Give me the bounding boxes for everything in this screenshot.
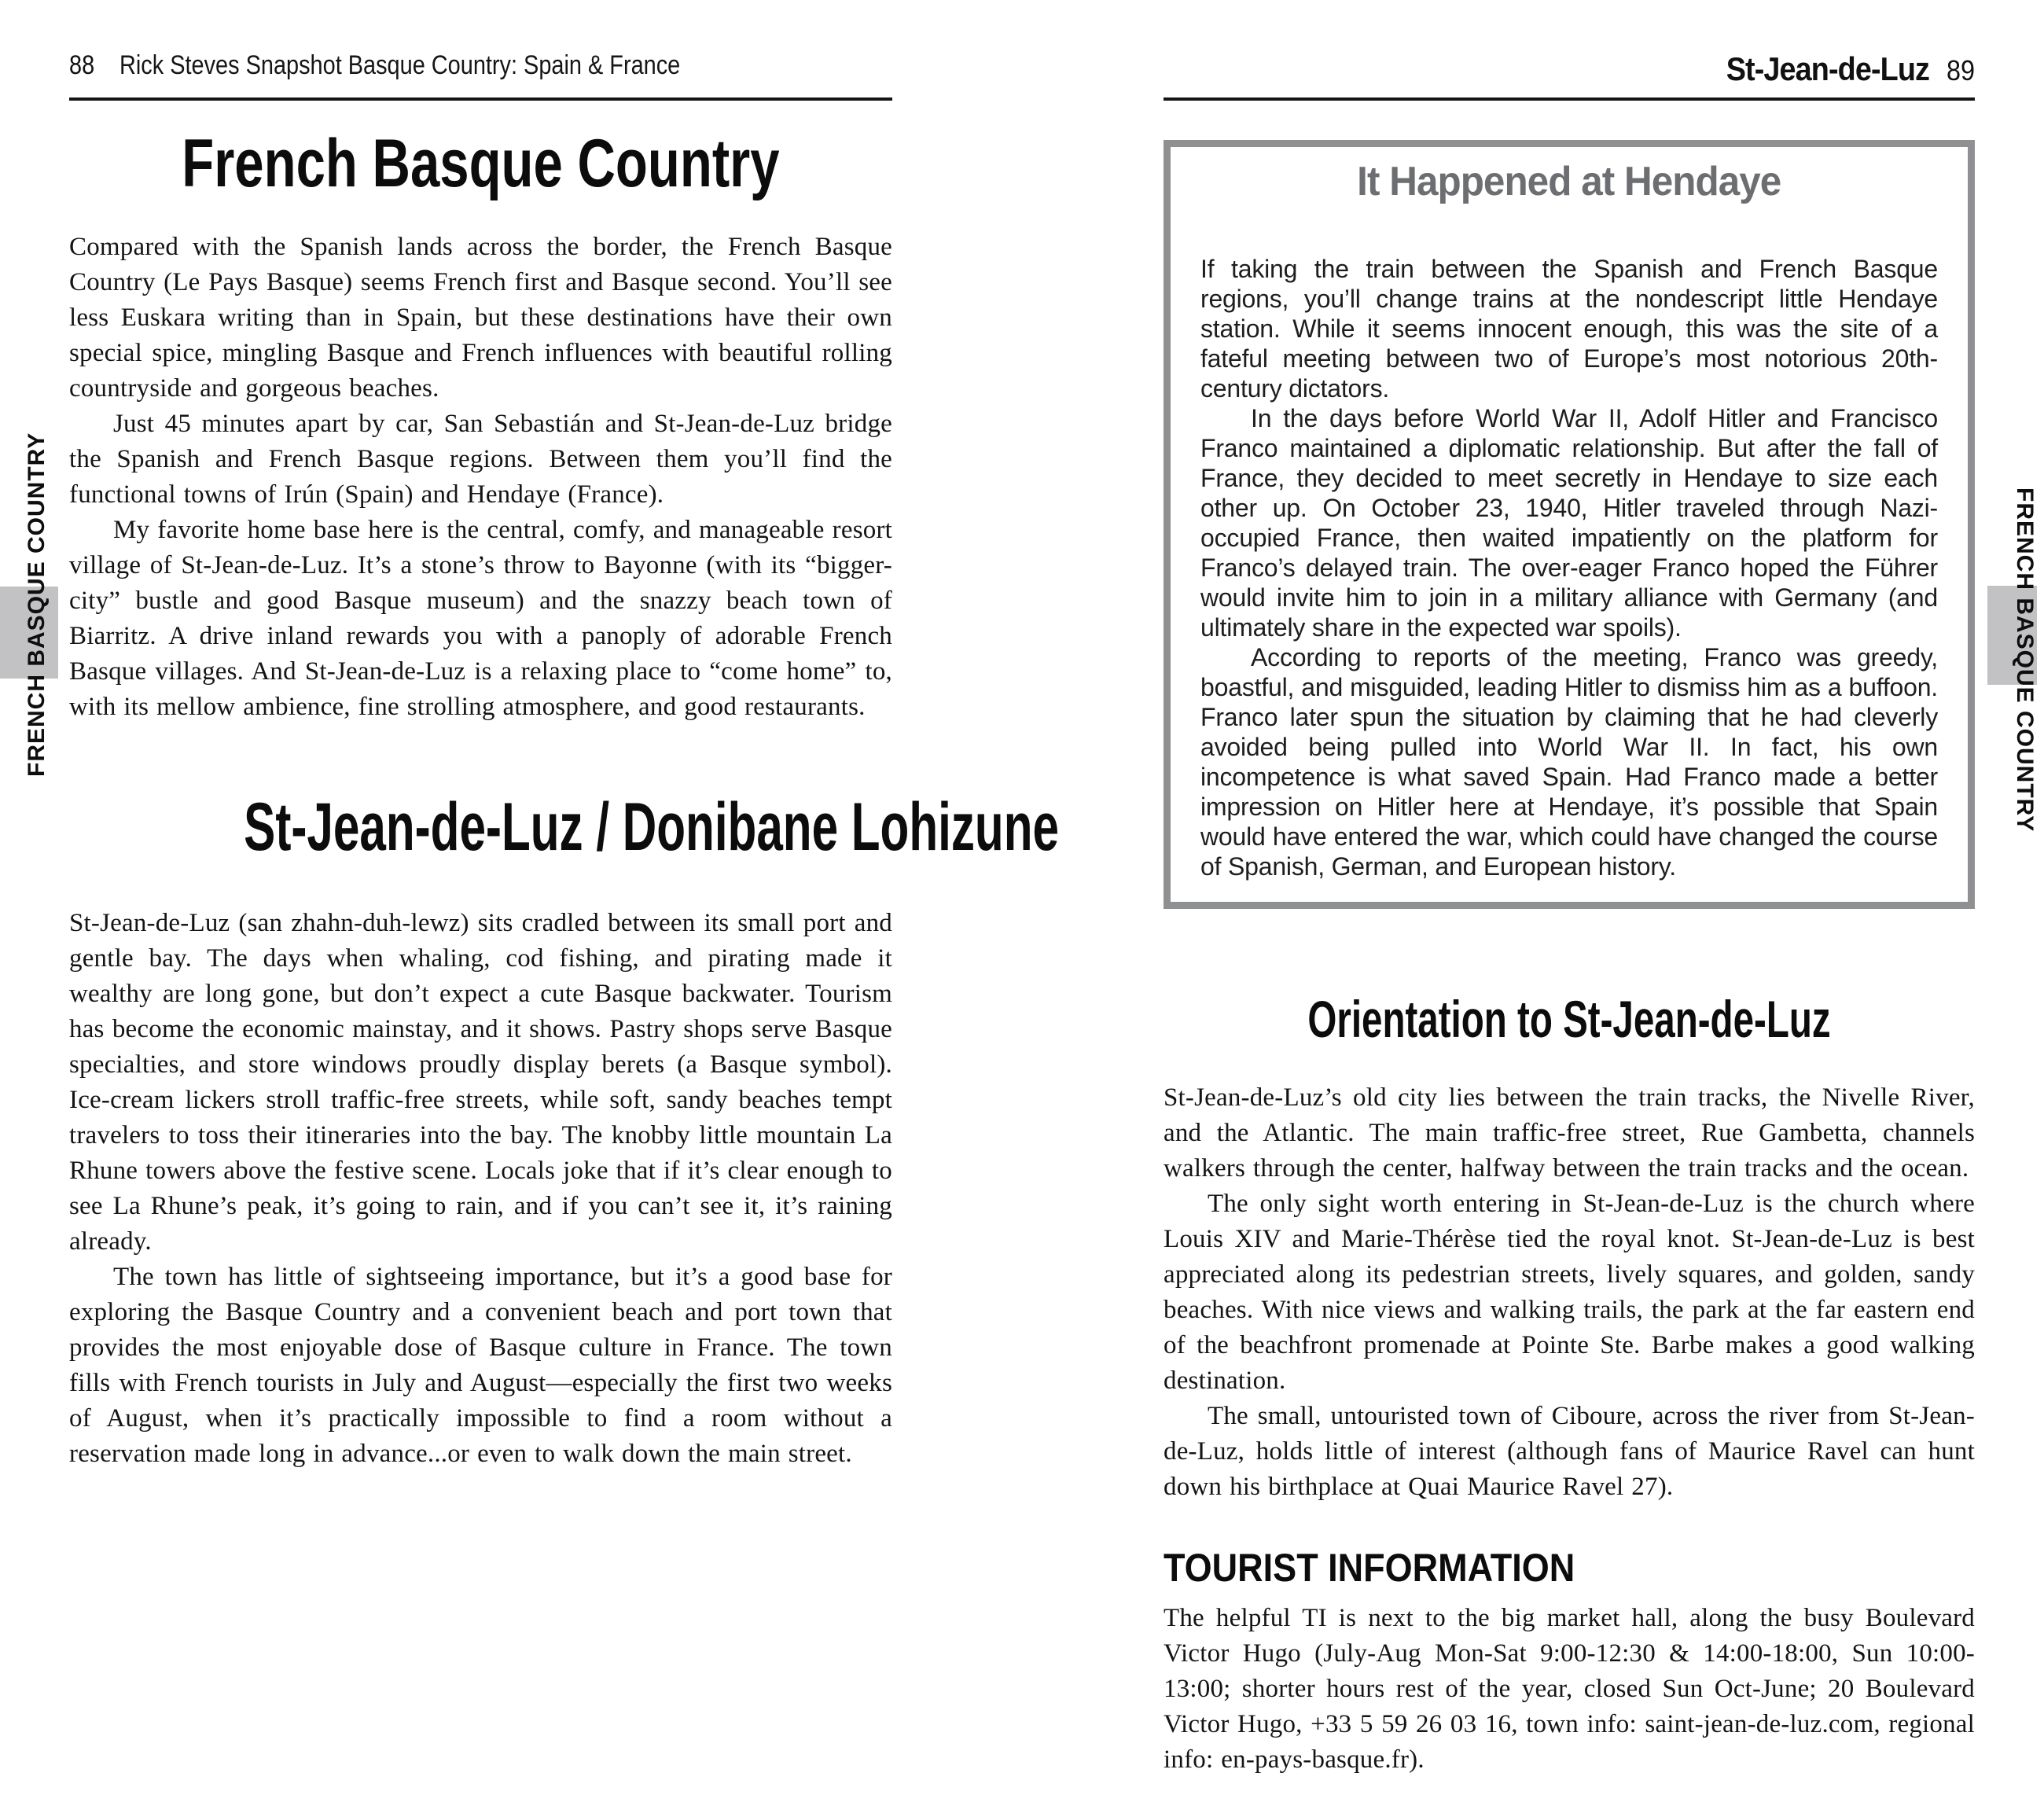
tourist-info-title: TOURIST INFORMATION — [1164, 1546, 1575, 1590]
running-head-right: St-Jean-de-Luz — [1726, 50, 1929, 87]
paragraph: St-Jean-de-Luz’s old city lies between the train tracks, the Nivelle River, and the Atlantic. The main traffic-free street, Rue Gambetta, channels walkers through the center, halfway between the train tracks and the ocean. — [1164, 1083, 1975, 1183]
page-left — [69, 50, 1059, 1472]
margin-tab-right: FRENCH BASQUE COUNTRY — [2012, 487, 2038, 833]
paragraph: Just 45 minutes apart by car, San Sebastián and St-Jean-de-Luz bridge the Spanish and French Basque regions. Between them you’ll find the functional towns of Irún (Spain) and Hendaye (France). — [69, 410, 892, 509]
chapter-title: French Basque Country — [182, 126, 780, 201]
sidebar-paragraph: If taking the train between the Spanish and French Basque regions, you’ll change trains at the nondescript little Hendaye station. While it seems innocent enough, this was the site of a fateful meeting between two of Europe’s most notorious 20th-century dictators. — [1200, 255, 1938, 403]
section-title: St-Jean-de-Luz / Donibane Lohizune — [244, 789, 1059, 865]
page-header-left — [69, 50, 892, 86]
margin-tab-left: FRENCH BASQUE COUNTRY — [24, 432, 50, 777]
paragraph: The helpful TI is next to the big market hall, along the busy Boulevard Victor Hugo (July-Aug Mon-Sat 9:00-12:30 & 14:00-18:00, Sun 10:00-13:00; shorter hours rest of the year, closed Sun Oct-June; 20 Boulevard Victor Hugo, +33 5 59 26 03 16, town info: saint-jean-de-luz.com, regional info: en-pays-basque.fr). — [1164, 1604, 1975, 1774]
paragraph: The small, untouristed town of Ciboure, across the river from St-Jean-de-Luz, holds little of interest (although fans of Maurice Ravel can hunt down his birthplace at Quai Maurice Ravel 27). — [1164, 1402, 1975, 1501]
paragraph: St-Jean-de-Luz (san zhahn-duh-lewz) sits cradled between its small port and gentle bay. The days when whaling, cod fishing, and pirating made it wealthy are long gone, but don’t expect a cute Basque backwater. Tourism has become the economic mainstay, and it shows. Pastry shops serve Basque specialties, and store windows proudly display berets (a Basque symbol). Ice-cream lickers stroll traffic-free streets, while soft, sandy beaches tempt travelers to toss their itineraries into the bay. The knobby little mountain La Rhune towers above the festive scene. Locals joke that if it’s clear enough to see La Rhune’s peak, it’s going to rain, and if you can’t see it, it’s raining already. — [69, 909, 892, 1256]
sidebar-paragraph: In the days before World War II, Adolf Hitler and Francisco Franco maintained a diplomatic relationship. But after the fall of France, they decided to meet secretly in Hendaye to size each other up. On October 23, 1940, Hitler traveled through Nazi-occupied France, then waited impatiently on the platform for Franco’s delayed train. The over-eager Franco hoped the Führer would invite him to join in a military alliance with Germany (and ultimately share in the expected war spoils). — [1200, 404, 1938, 642]
orientation-title: Orientation to St-Jean-de-Luz — [1307, 990, 1831, 1048]
page-header-right — [1164, 50, 1975, 86]
paragraph: Compared with the Spanish lands across the border, the French Basque Country (Le Pays Basque) seems French first and Basque second. You’ll see less Euskara writing than in Spain, but these destinations have their own special spice, mingling Basque and French influences with beautiful rolling countryside and gorgeous beaches. — [69, 233, 892, 403]
running-head-left: Rick Steves Snapshot Basque Country: Spain & France — [119, 50, 681, 80]
sidebar-box — [1164, 140, 1975, 909]
page-number-left: 88 — [69, 50, 95, 80]
paragraph: My favorite home base here is the central, comfy, and manageable resort village of St-Jean-de-Luz. It’s a stone’s throw to Bayonne (with its “bigger-city” bustle and good Basque museum) and the snazzy beach town of Biarritz. A drive inland rewards you with a panoply of adorable French Basque villages. And St-Jean-de-Luz is a relaxing place to “come home” to, with its mellow ambience, fine strolling atmosphere, and good restaurants. — [69, 516, 892, 721]
page-number-right: 89 — [1946, 54, 1975, 86]
sidebar-title: It Happened at Hendaye — [1357, 159, 1781, 204]
page-right — [1164, 50, 1975, 1778]
paragraph: The town has little of sightseeing importance, but it’s a good base for exploring the Basque Country and a convenient beach and port town that provides the most enjoyable dose of Basque culture in France. The town fills with French tourists in July and August—especially the first two weeks of August, when it’s practically impossible to find a room without a reservation made long in advance...or even to walk down the main street. — [69, 1263, 892, 1468]
sidebar-paragraph: According to reports of the meeting, Franco was greedy, boastful, and misguided, leading Hitler to dismiss him as a buffoon. Franco later spun the situation by claiming that he had cleverly avoided being pulled into World War II. In fact, his own incompetence is what saved Spain. Had Franco made a better impression on Hitler here at Hendaye, it’s possible that Spain would have entered the war, which could have changed the course of Spanish, German, and European history. — [1200, 643, 1938, 881]
header-rule-right — [1164, 97, 1975, 101]
paragraph: The only sight worth entering in St-Jean-de-Luz is the church where Louis XIV and Marie-Thérèse tied the royal knot. St-Jean-de-Luz is best appreciated along its pedestrian streets, lively squares, and golden, sandy beaches. With nice views and walking trails, the park at the far eastern end of the beachfront promenade at Pointe Ste. Barbe makes a good walking destination. — [1164, 1190, 1975, 1395]
header-rule-left — [69, 97, 892, 101]
